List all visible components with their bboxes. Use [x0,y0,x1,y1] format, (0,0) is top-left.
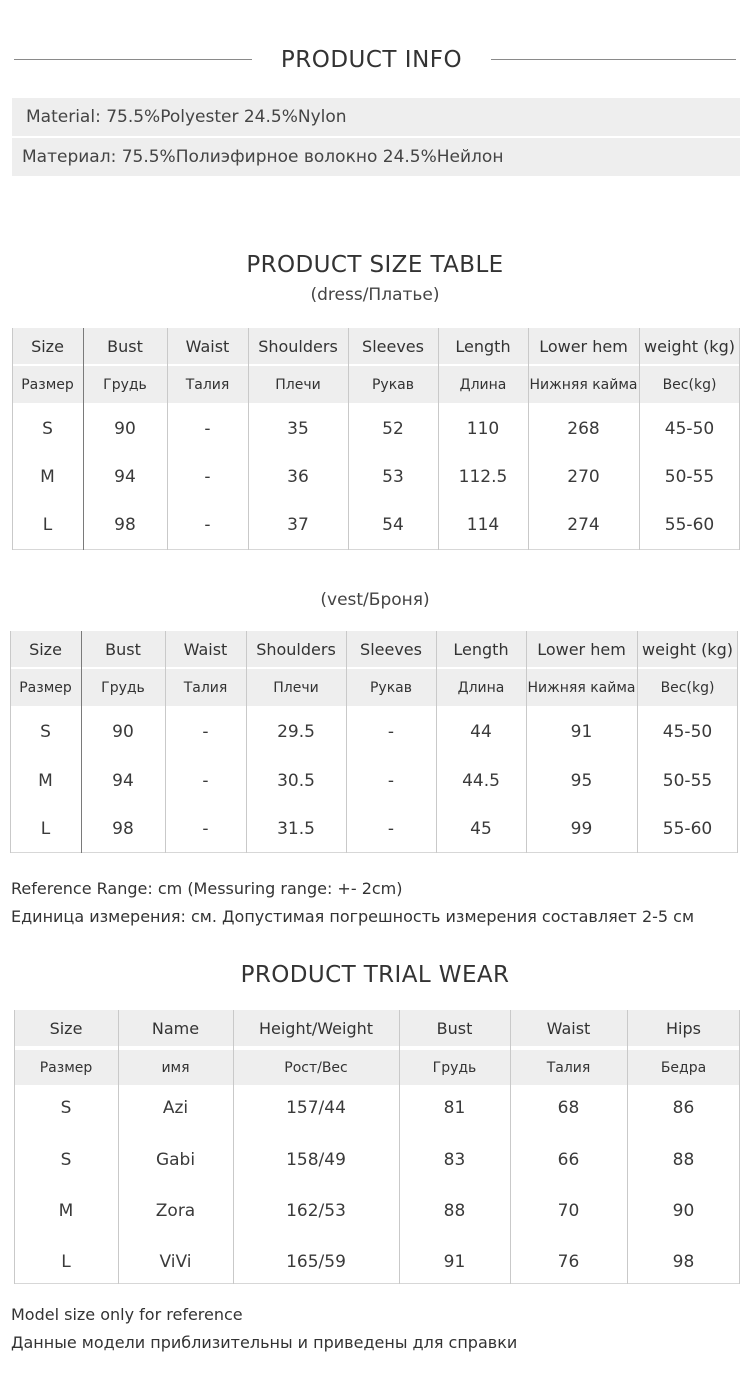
table-cell: M [38,771,53,791]
column-divider [627,1010,628,1284]
header-cell: Грудь [103,376,147,393]
column-divider [436,631,437,853]
table-cell: 95 [570,771,593,791]
column-divider [739,328,740,550]
header-cell: Bust [105,639,141,659]
table-row [12,456,740,498]
column-divider [637,631,638,853]
table-cell: 54 [382,515,404,535]
divider-right [491,59,736,60]
table-cell: 158/49 [286,1150,346,1170]
header-cell: weight (kg) [644,336,735,356]
header-cell: Бедра [660,1059,707,1076]
column-divider [233,1010,234,1284]
table-cell: 76 [557,1252,580,1272]
header-cell: Shoulders [256,639,336,659]
header-cell: Плечи [273,679,319,696]
header-cell: Вес(kg) [660,679,715,696]
material-ru: Материал: 75.5%Полиэфирное волокно 24.5%Нейлон [12,138,740,176]
table-cell: L [42,515,53,535]
material-en: Material: 75.5%Polyester 24.5%Nylon [12,98,740,136]
header-cell: Длина [459,376,507,393]
table-cell: S [60,1098,72,1118]
header-row [10,669,738,706]
table-cell: 90 [672,1201,695,1221]
header-cell: Shoulders [258,336,338,356]
table-cell: - [387,771,395,791]
dress-size-table [12,328,740,550]
header-row [10,631,738,667]
model-note-ru: Данные модели приблизительны и приведены для справки [11,1333,518,1352]
table-cell: 37 [287,515,309,535]
table-cell: 52 [382,419,404,439]
header-cell: Вес(kg) [662,376,717,393]
header-cell: Грудь [432,1059,477,1076]
header-cell: Size [49,1018,83,1038]
header-cell: Размер [39,1059,93,1076]
table-cell: 86 [672,1098,695,1118]
column-divider [14,1010,15,1284]
table-cell: 36 [287,467,309,487]
table-cell: 53 [382,467,404,487]
table-cell: 31.5 [277,819,315,839]
table-cell: - [387,722,395,742]
table-cell: 29.5 [277,722,315,742]
table-cell: M [58,1201,74,1221]
table-cell: Azi [162,1098,189,1118]
column-divider [118,1010,119,1284]
header-cell: Length [453,639,509,659]
table-cell: 268 [567,419,600,439]
column-divider [739,1010,740,1284]
header-cell: Грудь [101,679,145,696]
size-table-title: PRODUCT SIZE TABLE [246,252,504,278]
column-divider [639,328,640,550]
table-cell: 91 [570,722,593,742]
header-cell: Длина [457,679,505,696]
product-info-title: PRODUCT INFO [280,47,463,73]
header-cell: Hips [666,1018,701,1038]
header-cell: Lower hem [537,639,626,659]
header-cell: Waist [546,1018,591,1038]
header-cell: Bust [436,1018,473,1038]
header-cell: Рост/Вес [284,1059,348,1076]
column-divider [246,631,247,853]
table-cell: - [204,515,211,535]
header-cell: Lower hem [539,336,628,356]
table-cell: 55-60 [662,819,713,839]
table-cell: 30.5 [277,771,315,791]
column-divider [510,1010,511,1284]
header-cell: Плечи [275,376,321,393]
header-row [14,1010,740,1046]
table-cell: 165/59 [286,1252,346,1272]
header-cell: Нижняя кайма [527,679,636,696]
table-cell: 35 [287,419,309,439]
table-cell: 110 [466,419,500,439]
header-cell: имя [161,1059,190,1076]
table-row [14,1088,740,1128]
table-cell: 98 [114,515,136,535]
table-cell: 45-50 [664,419,715,439]
header-cell: Sleeves [360,639,422,659]
table-cell: M [40,467,55,487]
header-cell: Waist [185,336,230,356]
table-cell: 157/44 [286,1098,346,1118]
table-row [10,711,738,753]
table-cell: - [204,419,211,439]
table-cell: 94 [112,771,134,791]
column-divider [167,328,168,550]
vest-label: (vest/Броня) [320,590,430,610]
table-cell: 50-55 [662,771,713,791]
table-cell: 83 [443,1150,466,1170]
table-cell: 55-60 [664,515,715,535]
model-note-en: Model size only for reference [11,1305,243,1324]
table-row [10,760,738,802]
column-divider [83,328,84,550]
table-cell: 98 [672,1252,695,1272]
table-cell: 114 [466,515,500,535]
header-row [12,328,740,364]
column-divider [12,328,13,550]
trial-wear-table [14,1010,740,1284]
column-divider [81,631,82,853]
header-row [14,1050,740,1085]
table-cell: S [42,419,53,439]
table-cell: 99 [570,819,593,839]
header-cell: Размер [19,679,72,696]
header-cell: Size [29,639,62,659]
column-divider [346,631,347,853]
column-divider [526,631,527,853]
table-cell: 90 [112,722,134,742]
table-row [14,1191,740,1231]
table-cell: 274 [567,515,600,535]
header-cell: Талия [546,1059,591,1076]
trial-wear-title: PRODUCT TRIAL WEAR [240,962,510,988]
header-cell: Name [151,1018,200,1038]
table-cell: 94 [114,467,136,487]
table-cell: 162/53 [286,1201,346,1221]
table-cell: 66 [557,1150,580,1170]
table-row [14,1242,740,1282]
table-cell: 88 [672,1150,695,1170]
table-cell: - [387,819,395,839]
header-cell: Length [455,336,511,356]
table-cell: - [202,771,209,791]
reference-note-ru: Единица измерения: см. Допустимая погрешность измерения составляет 2-5 см [11,907,695,926]
header-cell: Нижняя кайма [529,376,638,393]
divider-left [14,59,252,60]
table-row [10,808,738,850]
table-row [14,1140,740,1180]
table-cell: L [61,1252,71,1272]
column-divider [399,1010,400,1284]
table-cell: Gabi [155,1150,196,1170]
table-cell: S [60,1150,72,1170]
header-cell: Waist [183,639,228,659]
table-cell: 68 [557,1098,580,1118]
table-cell: 90 [114,419,136,439]
table-cell: 70 [557,1201,580,1221]
table-cell: - [204,467,211,487]
table-cell: 44.5 [462,771,500,791]
header-cell: Талия [185,376,230,393]
reference-note-en: Reference Range: cm (Messuring range: +- 2cm) [11,879,403,898]
header-cell: Размер [21,376,74,393]
table-cell: 91 [443,1252,466,1272]
table-cell: L [40,819,51,839]
column-divider [348,328,349,550]
header-cell: Height/Weight [258,1018,374,1038]
product-info-header [0,42,750,78]
header-cell: Рукав [369,679,412,696]
column-divider [248,328,249,550]
table-row [12,504,740,546]
table-cell: ViVi [159,1252,192,1272]
table-cell: 112.5 [458,467,508,487]
header-cell: Рукав [371,376,414,393]
column-divider [10,631,11,853]
table-cell: Zora [155,1201,196,1221]
table-cell: 98 [112,819,134,839]
header-cell: Size [31,336,64,356]
table-cell: 88 [443,1201,466,1221]
column-divider [438,328,439,550]
header-cell: weight (kg) [642,639,733,659]
table-cell: 44 [470,722,492,742]
table-cell: 81 [443,1098,466,1118]
table-row [12,408,740,450]
column-divider [165,631,166,853]
table-cell: - [202,819,209,839]
vest-size-table [10,631,738,853]
header-cell: Sleeves [362,336,424,356]
header-cell: Bust [107,336,143,356]
table-cell: - [202,722,209,742]
table-cell: 45-50 [662,722,713,742]
table-cell: 45 [470,819,492,839]
table-cell: 270 [567,467,600,487]
table-cell: 50-55 [664,467,715,487]
header-cell: Талия [183,679,228,696]
dress-label: (dress/Платье) [310,285,440,305]
column-divider [737,631,738,853]
column-divider [528,328,529,550]
header-row [12,366,740,403]
table-cell: S [40,722,51,742]
